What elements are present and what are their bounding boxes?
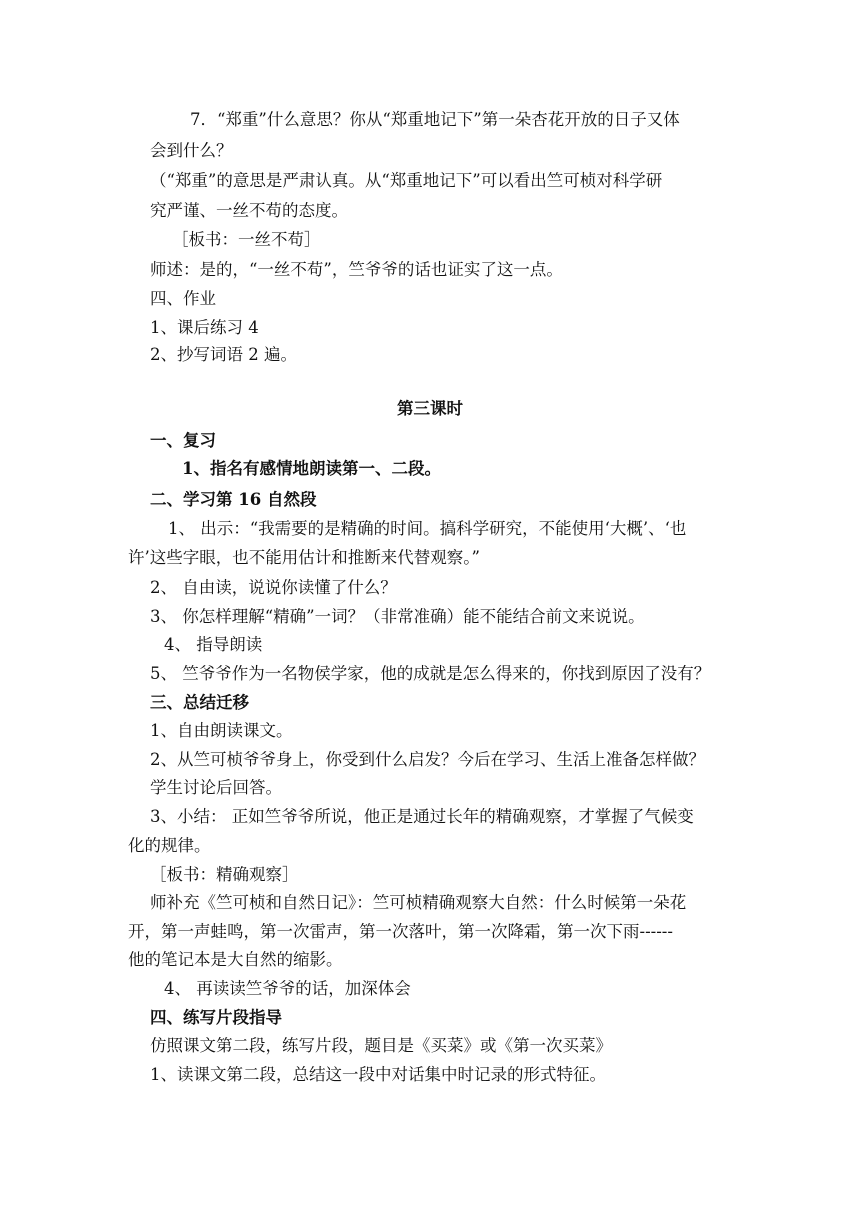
text-line-board-1: ［板书：一丝不苟］ xyxy=(172,230,321,249)
text-line-q7-b: 会到什么？ xyxy=(150,141,233,160)
text-line-hw-head: 四、作业 xyxy=(150,289,216,308)
section-title: 第三课时 xyxy=(397,399,463,418)
text-line-sum-3b: 化的规律。 xyxy=(128,836,211,855)
text-line-board-2: ［板书：精确观察］ xyxy=(150,865,299,884)
text-line-hw-2: 2、抄写词语 2 遍。 xyxy=(150,345,297,364)
text-line-q7-a: 7．“郑重”什么意思？你从“郑重地记下”第一朵杏花开放的日子又体 xyxy=(190,110,680,129)
text-line-write-1: 仿照课文第二段，练写片段，题目是《买菜》或《第一次买菜》 xyxy=(150,1036,612,1055)
text-line-s1-b: 许’这些字眼，也不能用估计和推断来代替观察。” xyxy=(128,548,480,567)
text-line-review-head: 一、复习 xyxy=(150,431,216,450)
text-line-hw-1: 1、课后练习 4 xyxy=(150,318,259,337)
text-line-sum-head: 三、总结迁移 xyxy=(150,693,249,712)
text-line-teacher-2a: 师补充《竺可桢和自然日记》：竺可桢精确观察大自然：什么时候第一朵花 xyxy=(150,893,687,912)
text-line-sum-3a: 3、小结： 正如竺爷爷所说，他正是通过长年的精确观察，才掌握了气候变 xyxy=(150,807,694,826)
text-line-sum-2b: 学生讨论后回答。 xyxy=(150,778,282,797)
text-line-s4b: 4、 再读读竺爷爷的话，加深体会 xyxy=(164,979,411,998)
text-line-ans-b: 究严谨、一丝不苟的态度。 xyxy=(150,201,348,220)
text-line-s2: 2、 自由读，说说你读懂了什么？ xyxy=(150,578,397,597)
text-line-review-1: 1、指名有感情地朗读第一、二段。 xyxy=(182,459,441,478)
text-line-s5: 5、 竺爷爷作为一名物侯学家，他的成就是怎么得来的，你找到原因了没有？ xyxy=(150,664,711,683)
text-line-sum-2: 2、从竺可桢爷爷身上，你受到什么启发？今后在学习、生活上准备怎样做？ xyxy=(150,750,705,769)
text-line-ans-a: （“郑重”的意思是严肃认真。从“郑重地记下”可以看出竺可桢对科学研 xyxy=(150,171,663,190)
text-line-s3: 3、 你怎样理解“精确”一词？（非常准确）能不能结合前文来说说。 xyxy=(150,607,645,626)
text-line-write-2: 1、读课文第二段，总结这一段中对话集中时记录的形式特征。 xyxy=(150,1065,606,1084)
text-line-s1-a: 1、 出示：“我需要的是精确的时间。搞科学研究，不能使用‘大概’、‘也 xyxy=(168,519,687,538)
text-line-teacher-2b: 开，第一声蛙鸣，第一次雷声，第一次落叶，第一次降霜，第一次下雨------ xyxy=(128,922,673,941)
text-line-teacher-1: 师述：是的，“一丝不苟”，竺爷爷的话也证实了这一点。 xyxy=(150,260,563,279)
text-line-write-head: 四、练写片段指导 xyxy=(150,1008,282,1027)
text-line-teacher-2c: 他的笔记本是大自然的缩影。 xyxy=(128,950,343,969)
text-line-sum-1: 1、自由朗读课文。 xyxy=(150,721,293,740)
text-line-study-head: 二、学习第 16 自然段 xyxy=(150,490,317,509)
text-line-s4: 4、 指导朗读 xyxy=(164,635,263,654)
